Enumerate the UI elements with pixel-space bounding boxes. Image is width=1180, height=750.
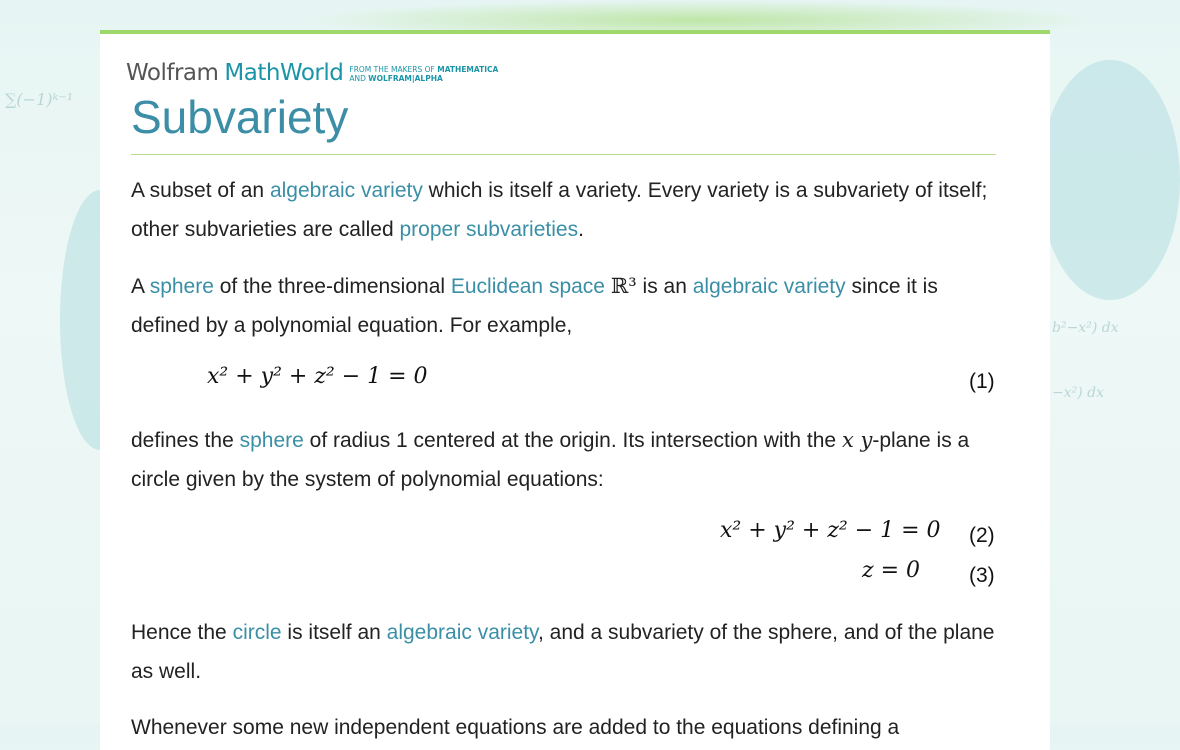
link-euclidean-space[interactable]: Euclidean space xyxy=(450,275,605,298)
page-title: Subvariety xyxy=(131,91,349,143)
paragraph-5: Whenever some new independent equations are added to the equations defining a xyxy=(131,716,900,739)
equation-2: x² + y² + z² − 1 = 0 xyxy=(720,518,941,543)
link-algebraic-variety[interactable]: algebraic variety xyxy=(386,621,538,644)
link-sphere[interactable]: sphere xyxy=(149,275,214,298)
math-r3: ℝ³ xyxy=(610,274,637,298)
link-sphere[interactable]: sphere xyxy=(239,429,304,452)
equation-1: x² + y² + z² − 1 = 0 xyxy=(207,364,428,389)
background-formula: −x²) dx xyxy=(1052,385,1105,401)
link-algebraic-variety[interactable]: algebraic variety xyxy=(692,275,846,298)
background-formula: b²−x²) dx xyxy=(1052,320,1119,336)
equation-1-number: (1) xyxy=(969,370,995,393)
equation-3: z = 0 xyxy=(862,558,921,583)
paragraph-2: A sphere of the three-dimensional Euclidean space ℝ³ is an algebraic variety since it is defined by a polynomial equation. For example, xyxy=(131,274,938,337)
logo-tagline: FROM THE MAKERS OF MATHEMATICA AND WOLFRAM|ALPHA xyxy=(349,65,499,83)
link-proper-subvarieties[interactable]: proper subvarieties xyxy=(399,218,579,241)
logo-mathworld: MathWorld xyxy=(224,60,344,86)
paragraph-4: Hence the circle is itself an algebraic variety, and a subvariety of the sphere, and of the plane as well. xyxy=(131,621,995,683)
equation-3-number: (3) xyxy=(969,564,995,587)
background-shape xyxy=(1040,60,1180,300)
equation-2-number: (2) xyxy=(969,524,995,547)
background-formula: ∑(−1)ᵏ⁻¹ xyxy=(5,90,74,109)
title-divider xyxy=(131,154,996,155)
paragraph-3: defines the sphere of radius 1 centered at the origin. Its intersection with the x y-plane is a circle given by the system of polynomial equations: xyxy=(131,428,970,491)
math-xy: x y xyxy=(841,428,873,452)
link-circle[interactable]: circle xyxy=(232,621,282,644)
paragraph-1: A subset of an algebraic variety which is itself a variety. Every variety is a subvariety of itself; other subvarieties are called proper subvarieties. xyxy=(131,179,988,241)
article-card xyxy=(100,30,1050,750)
logo-wolfram: Wolfram xyxy=(126,60,219,86)
link-algebraic-variety[interactable]: algebraic variety xyxy=(269,179,423,202)
mathworld-logo[interactable] xyxy=(126,60,498,86)
